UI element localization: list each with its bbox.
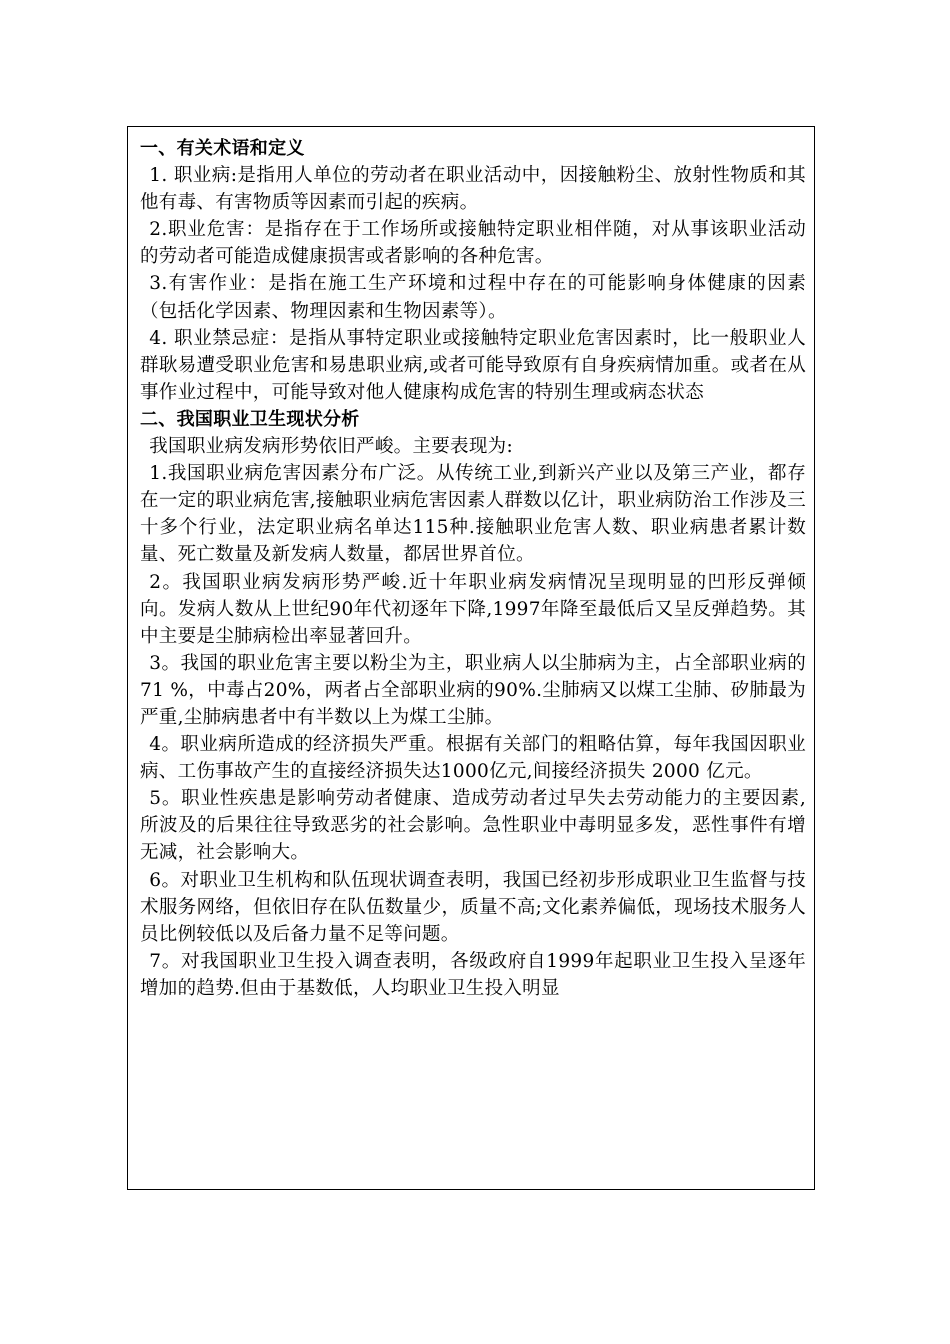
document-frame — [127, 126, 815, 1190]
analysis-item: 2。我国职业病发病形势严峻.近十年职业病发病情况呈现明显的凹形反弹倾向。发病人数从上世纪90年代初逐年下降,1997年降至最低后又呈反弹趋势。其中主要是尘肺病检出率显著回升。 — [140, 571, 806, 647]
definition-item: 1. 职业病:是指用人单位的劳动者在职业活动中，因接触粉尘、放射性物质和其他有毒、有害物质等因素而引起的疾病。 — [140, 165, 806, 214]
analysis-item: 3。我国的职业危害主要以粉尘为主，职业病人以尘肺病为主，占全部职业病的71 %，中毒占20%，两者占全部职业病的90%.尘肺病又以煤工尘肺、矽肺最为严重,尘肺病患者中有半数以上为煤工尘肺。 — [140, 652, 806, 728]
definition-item: 2.职业危害：是指存在于工作场所或接触特定职业相伴随，对从事该职业活动的劳动者可能造成健康损害或者影响的各种危害。 — [140, 219, 806, 268]
document-body — [128, 127, 814, 1002]
analysis-item: 4。职业病所造成的经济损失严重。根据有关部门的粗略估算，每年我国因职业病、工伤事故产生的直接经济损失达1000亿元,间接经济损失 2000 亿元。 — [140, 734, 806, 783]
analysis-item: 1.我国职业病危害因素分布广泛。从传统工业,到新兴产业以及第三产业，都存在一定的职业病危害,接触职业病危害因素人群数以亿计，职业病防治工作涉及三十多个行业，法定职业病名单达115种.接触职业危害人数、职业病患者累计数量、死亡数量及新发病人数量，都居世界首位。 — [140, 463, 806, 566]
definition-item: 4. 职业禁忌症：是指从事特定职业或接触特定职业危害因素时，比一般职业人群耿易遭受职业危害和易患职业病,或者可能导致原有自身疾病情加重。或者在从事作业过程中，可能导致对他人健康构成危害的特别生理或病态状态 — [140, 327, 806, 403]
analysis-item: 7。对我国职业卫生投入调查表明，各级政府自1999年起职业卫生投入呈逐年增加的趋势.但由于基数低，人均职业卫生投入明显 — [140, 950, 806, 999]
analysis-item: 5。职业性疾患是影响劳动者健康、造成劳动者过早失去劳动能力的主要因素,所波及的后果往往导致恶劣的社会影响。急性职业中毒明显多发，恶性事件有增无减，社会影响大。 — [140, 788, 806, 864]
section-heading: 一、有关术语和定义 — [140, 138, 305, 159]
section-heading: 二、我国职业卫生现状分析 — [140, 408, 360, 430]
section-intro: 我国职业病发病形势依旧严峻。主要表现为: — [149, 436, 513, 458]
analysis-item: 6。对职业卫生机构和队伍现状调查表明，我国已经初步形成职业卫生监督与技术服务网络，但依旧存在队伍数量少，质量不高;文化素养偏低，现场技术服务人员比例较低以及后备力量不足等问题。 — [140, 869, 806, 945]
definition-item: 3.有害作业：是指在施工生产环境和过程中存在的可能影响身体健康的因素（包括化学因素、物理因素和生物因素等）。 — [140, 273, 806, 322]
